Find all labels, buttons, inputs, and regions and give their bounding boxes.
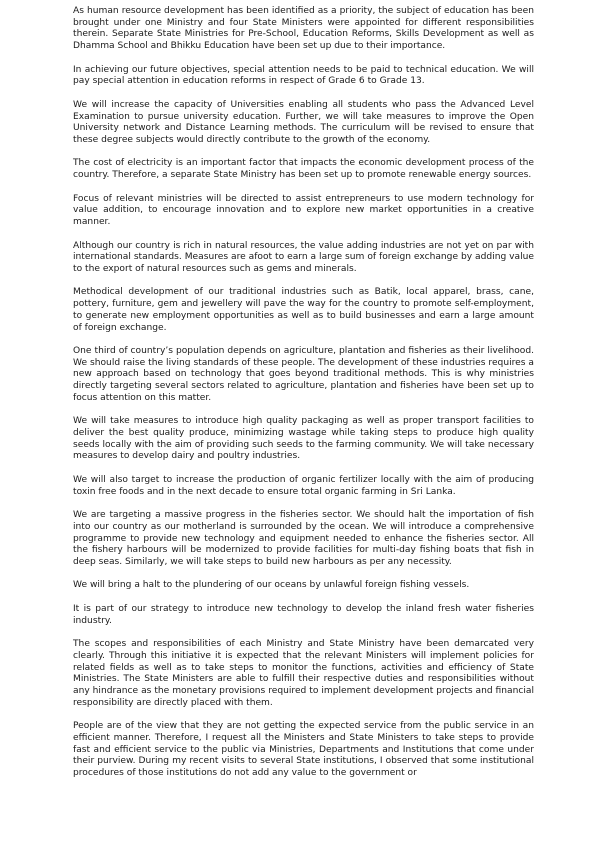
paragraph-universities: We will increase the capacity of Universities enabling all students who pass the Advanced Level Examination to pursue university education. Further, we will take measures to improve the Open University network and Distance Learning methods. The curriculum will be revised to ensure that these degree subjects would directly contribute to the growth of the economy. — [73, 99, 534, 145]
paragraph-inland-fisheries: It is part of our strategy to introduce new technology to develop the inland fresh water fisheries industry. — [73, 603, 534, 626]
paragraph-education-ministry: As human resource development has been identified as a priority, the subject of education has been brought under one Ministry and four State Ministers were appointed for different responsibilities therein. Separate State Ministries for Pre-School, Education Reforms, Skills Development as well as Dhamma School and Bhikku Education have been set up due to their importance. — [73, 6, 534, 52]
paragraph-organic-fertilizer: We will also target to increase the production of organic fertilizer locally with the aim of producing toxin free foods and in the next decade to ensure total organic farming in Sri Lanka. — [73, 474, 534, 497]
document-page — [73, 6, 534, 792]
paragraph-packaging-transport: We will take measures to introduce high quality packaging as well as proper transport facilities to deliver the best quality produce, minimizing wastage while taking steps to produce high quality seeds locally with the aim of providing such seeds to the farming community. We will take necessary measures to develop dairy and poultry industries. — [73, 416, 534, 462]
paragraph-entrepreneurs: Focus of relevant ministries will be directed to assist entrepreneurs to use modern technology for value addition, to encourage innovation and to explore new market opportunities in a creative manner. — [73, 193, 534, 228]
paragraph-public-service: People are of the view that they are not getting the expected service from the public service in an efficient manner. Therefore, I request all the Ministers and State Ministers to take steps to provide fast and efficient service to the public via Ministries, Departments and Institutions that come under their purview. During my recent visits to several State institutions, I observed that some institutional procedures of those institutions do not add any value to the government or — [73, 721, 534, 779]
paragraph-ministry-scopes: The scopes and responsibilities of each Ministry and State Ministry have been demarcated very clearly. Through this initiative it is expected that the relevant Ministers will implement policies for related fields as well as to take steps to monitor the functions, activities and efficiency of State Ministries. The State Ministers are able to fulfill their respective duties and responsibilities without any hindrance as the monetary provisions required to implement development projects and financial responsibility are directly placed with them. — [73, 639, 534, 708]
paragraph-agriculture: One third of country’s population depends on agriculture, plantation and fisheries as their livelihood. We should raise the living standards of these people. The development of these industries requires a new approach based on technology that goes beyond traditional methods. This is why ministries directly targeting several sectors related to agriculture, plantation and fisheries have been set up to focus attention on this matter. — [73, 346, 534, 403]
paragraph-electricity: The cost of electricity is an important factor that impacts the economic development process of the country. Therefore, a separate State Ministry has been set up to promote renewable energy sources. — [73, 158, 534, 181]
paragraph-foreign-vessels: We will bring a halt to the plundering of our oceans by unlawful foreign fishing vessels. — [73, 580, 470, 591]
paragraph-technical-education: In achieving our future objectives, special attention needs to be paid to technical education. We will pay special attention in education reforms in respect of Grade 6 to Grade 13. — [73, 64, 534, 87]
paragraph-fisheries-sector: We are targeting a massive progress in the fisheries sector. We should halt the importation of fish into our country as our motherland is surrounded by the ocean. We will introduce a comprehensive programme to provide new technology and equipment needed to enhance the fisheries sector. All the fishery harbours will be modernized to provide facilities for multi-day fishing boats that fish in deep seas. Similarly, we will take steps to build new harbours as per any necessity. — [73, 510, 534, 567]
paragraph-natural-resources: Although our country is rich in natural resources, the value adding industries are not yet on par with international standards. Measures are afoot to earn a large sum of foreign exchange by adding value to the export of natural resources such as gems and minerals. — [73, 240, 534, 274]
paragraph-traditional-industries: Methodical development of our traditional industries such as Batik, local apparel, brass, cane, pottery, furniture, gem and jewellery will pave the way for the country to promote self-employment, to generate new employment opportunities as well as to build businesses and earn a large amount of foreign exchange. — [73, 287, 534, 333]
